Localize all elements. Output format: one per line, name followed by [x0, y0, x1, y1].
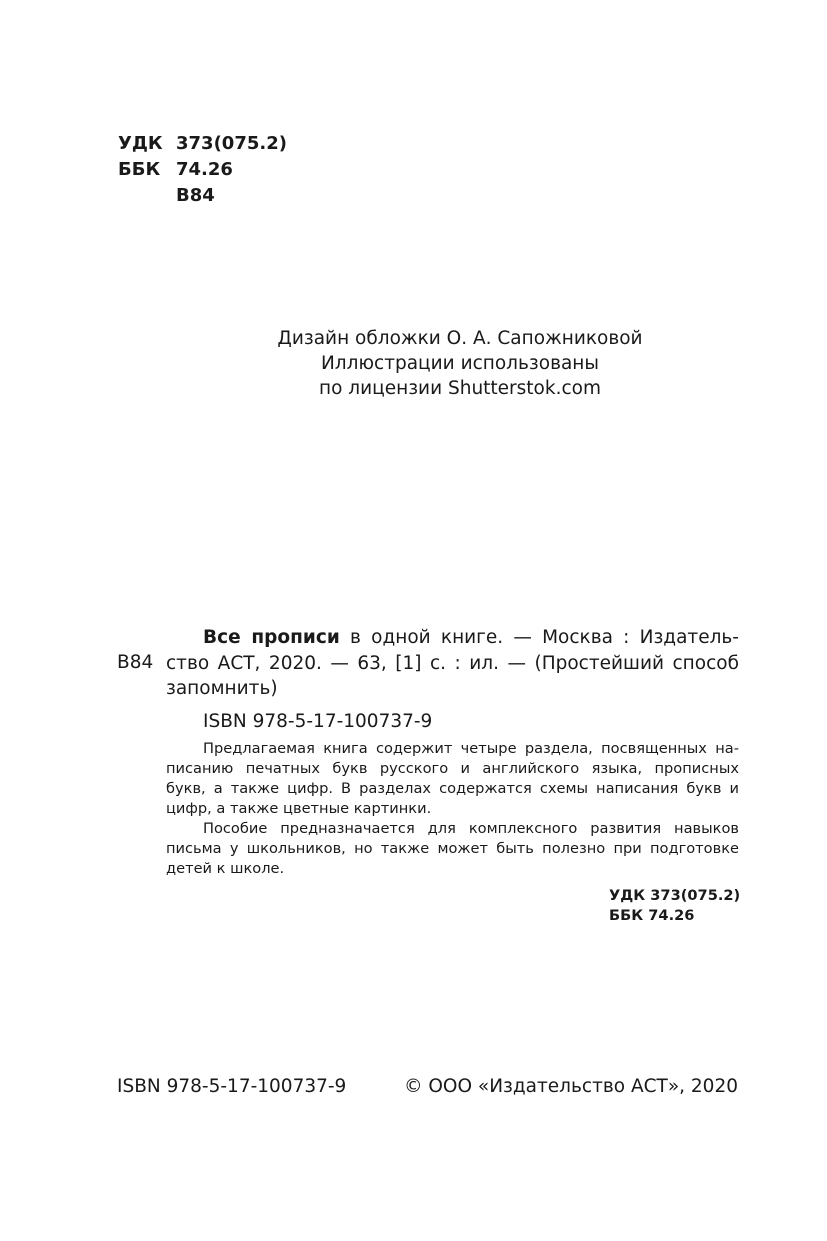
- bbk-value: 74.26: [176, 159, 233, 180]
- annotation-line: цифр, а также цветные картинки.: [166, 800, 432, 817]
- bibliographic-entry: [166, 625, 739, 702]
- credits-block: [200, 326, 720, 401]
- annotation-line: Пособие предназначается для комплексного развития навыков: [203, 820, 739, 837]
- footer-isbn: ISBN 978-5-17-100737-9: [117, 1076, 347, 1097]
- udk-value: 373(075.2): [176, 133, 287, 154]
- author-mark-code: В84: [176, 185, 215, 206]
- book-title: Все прописи: [203, 627, 340, 648]
- bbk-label: ББК: [118, 159, 161, 180]
- udk-row: [118, 131, 287, 157]
- biblio-line-3: запомнить): [166, 678, 278, 699]
- footer-copyright: © ООО «Издательство АСТ», 2020: [403, 1076, 738, 1097]
- annotation-block: [166, 739, 739, 879]
- annotation-line: детей к школе.: [166, 860, 285, 877]
- annotation-line: письма у школьников, но также может быть полезно при подготовке: [166, 840, 739, 857]
- annotation-udk: УДК 373(075.2): [609, 887, 741, 904]
- biblio-line-1-rest: в одной книге. — Москва : Издатель-: [339, 627, 739, 648]
- classification-block: [118, 131, 287, 209]
- annotation-line: Предлагаемая книга содержит четыре раздела, посвященных на-: [203, 740, 739, 757]
- author-mark-row: [118, 183, 287, 209]
- annotation-bbk: ББК 74.26: [609, 907, 695, 924]
- annotation-codes: [609, 886, 740, 926]
- annotation-line: писанию печатных букв русского и английского языка, прописных: [166, 760, 739, 777]
- udk-label: УДК: [118, 133, 163, 154]
- biblio-line-2: ство АСТ, 2020. — 63, [1] с. : ил. — (Простейший способ: [166, 652, 739, 674]
- biblio-line-1: [166, 625, 739, 651]
- cover-design-credit: Дизайн обложки О. А. Сапожниковой: [277, 328, 643, 349]
- biblio-isbn: ISBN 978-5-17-100737-9: [203, 711, 433, 732]
- annotation-line: букв, а также цифр. В разделах содержатся схемы написания букв и: [166, 780, 739, 797]
- bbk-row: [118, 157, 287, 183]
- illustrations-credit: Иллюстрации использованы: [320, 353, 600, 374]
- license-credit: по лицензии Shutterstok.com: [319, 378, 601, 399]
- bibliography-author-mark: В84: [117, 652, 154, 673]
